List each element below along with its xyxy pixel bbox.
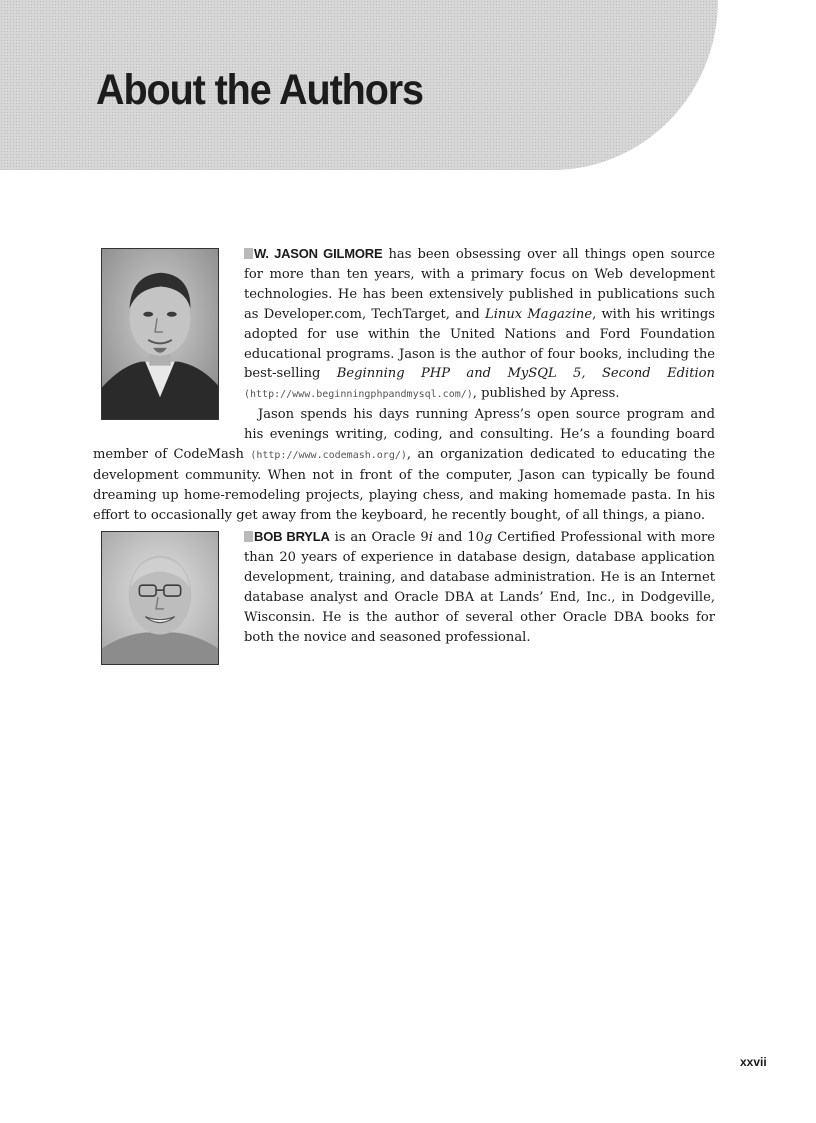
bio-text: is an Oracle 9 bbox=[329, 530, 429, 545]
bio-text: Certified Professional with more than 20 years of experience in database design, database application development, training, and database administration. He is an Internet database analyst and Oracle DBA at Lands’ End, Inc., in Dodgeville, Wisconsin. He is the author of several other Oracle DBA books for both the novice and seasoned professional. bbox=[244, 530, 716, 645]
chapter-title: About the Authors bbox=[96, 66, 423, 114]
bullet-marker-icon bbox=[244, 531, 253, 542]
bio-text: Jason spends his days running Apress’s open source program and his evenings writing, coding, and consulting. He’s a founding board member of CodeMash bbox=[93, 407, 715, 463]
author-bio-bob-bryla bbox=[93, 527, 715, 647]
codemash-url: (http://www.codemash.org/) bbox=[250, 450, 407, 462]
bio-text: , an organization dedicated to educating the development community. When not in front of the computer, Jason can typically be found dreaming up home-remodeling projects, playing chess, and making homemade pasta. In his effort to occasionally get away from the keyboard, he recently bought, of all things, a piano. bbox=[93, 447, 715, 523]
author-name: W. JASON GILMORE bbox=[254, 246, 383, 261]
bio-text: , published by Apress. bbox=[472, 386, 620, 402]
book-url: (http://www.beginningphpandmysql.com/) bbox=[244, 389, 473, 401]
author-bio-jason-gilmore bbox=[93, 244, 715, 526]
bio-text: has been obsessing over all things open source for more than ten years, with a primary focus on Web development technologies. He has been extensively published in publications such as Developer.com, TechTarget, and bbox=[244, 247, 715, 322]
bullet-marker-icon bbox=[244, 248, 253, 259]
bio-text: , with his writings adopted for use within the United Nations and Ford Foundation educational programs. Jason is the author of four books, including the best-selling bbox=[244, 306, 716, 382]
bio-text: and 10 bbox=[432, 530, 484, 545]
bio-text: i bbox=[428, 530, 433, 545]
book-title: Beginning PHP and MySQL 5, Second Edition bbox=[336, 366, 715, 382]
page-number: xxvii bbox=[740, 1055, 767, 1069]
author-name: BOB BRYLA bbox=[254, 529, 330, 544]
bio-text: g bbox=[483, 530, 493, 545]
magazine-title: Linux Magazine bbox=[485, 306, 593, 322]
